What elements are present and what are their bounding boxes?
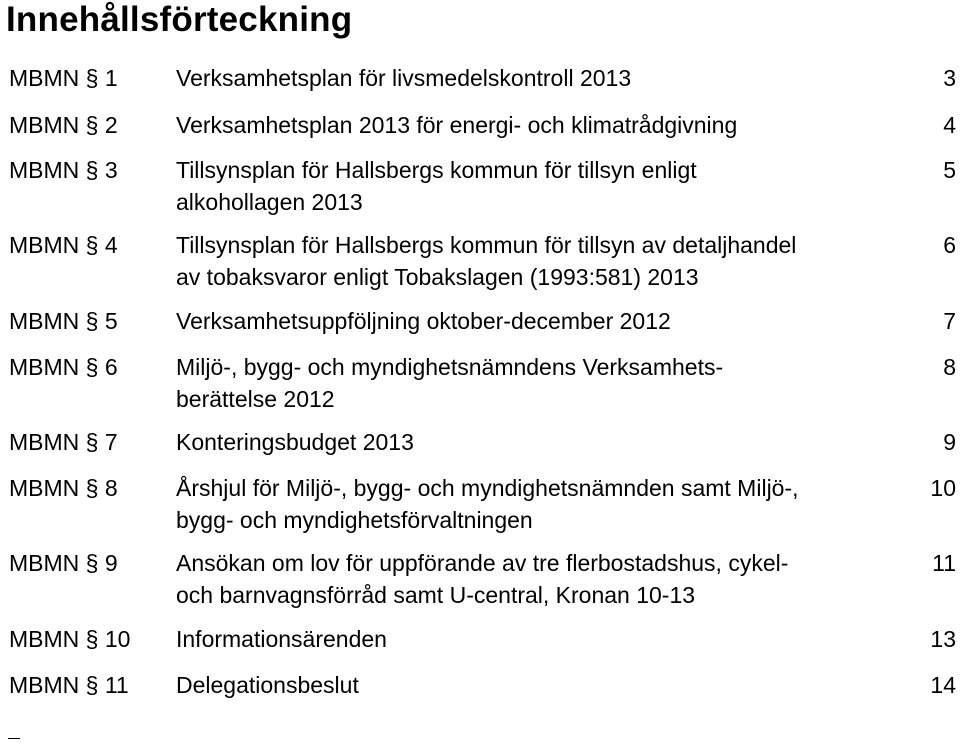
toc-entry-code: MBMN § 7: [9, 429, 118, 455]
toc-entry-text-line: Informationsärenden: [176, 626, 387, 652]
toc-entry-text: [176, 669, 916, 701]
toc-entry-text: [176, 623, 916, 655]
toc-entry-text-line: Tillsynsplan för Hallsbergs kommun för tillsyn av detaljhandel: [176, 232, 797, 258]
toc-entry-text-line: bygg- och myndighetsförvaltningen: [176, 507, 533, 533]
toc-entry-page: 6: [943, 232, 956, 258]
toc-entry-text-line: Verksamhetsuppföljning oktober-december 2012: [176, 308, 671, 334]
toc-entry-text-line: Miljö-, bygg- och myndighetsnämndens Verksamhets-: [176, 354, 724, 380]
toc-entry-page: 5: [943, 157, 956, 183]
toc-entry-text-line: Tillsynsplan för Hallsbergs kommun för tillsyn enligt: [176, 157, 697, 183]
toc-entry-text-line: alkohollagen 2013: [176, 189, 363, 215]
toc-entry-text-line: berättelse 2012: [176, 386, 335, 412]
toc-entry-text: [176, 229, 916, 293]
toc-entry-page: 10: [930, 475, 956, 501]
toc-entry-text: [176, 62, 916, 94]
toc-entry-text-line: Årshjul för Miljö-, bygg- och myndighetsnämnden samt Miljö-,: [176, 475, 799, 501]
toc-entry-page: 4: [943, 112, 956, 138]
toc-entry-text-line: av tobaksvaror enligt Tobakslagen (1993:581) 2013: [176, 264, 699, 290]
toc-entry-page: 8: [943, 354, 956, 380]
toc-entry-code: MBMN § 5: [9, 308, 118, 334]
toc-entry-text: [176, 109, 916, 141]
toc-entry-page: 11: [932, 550, 956, 576]
page-title: Innehållsförteckning: [6, 0, 353, 39]
toc-entry-code: MBMN § 4: [9, 232, 118, 258]
toc-entry-page: 9: [943, 429, 956, 455]
toc-entry-text-line: Konteringsbudget 2013: [176, 429, 414, 455]
toc-entry-text-line: och barnvagnsförråd samt U-central, Kronan 10-13: [176, 582, 696, 608]
toc-entry-page: 14: [930, 672, 956, 698]
toc-entry-page: 3: [943, 65, 956, 91]
footer-rule: [8, 738, 20, 739]
toc-entry-text-line: Ansökan om lov för uppförande av tre flerbostadshus, cykel-: [176, 550, 789, 576]
toc-entry-text: [176, 547, 916, 611]
toc-entry-text: [176, 426, 916, 458]
toc-entry-code: MBMN § 8: [9, 475, 118, 501]
toc-entry-code: MBMN § 11: [9, 672, 129, 698]
toc-entry-text-line: Delegationsbeslut: [176, 672, 359, 698]
toc-entry-code: MBMN § 10: [9, 626, 131, 652]
toc-entry-page: 7: [943, 308, 956, 334]
toc-entry-text-line: Verksamhetsplan för livsmedelskontroll 2013: [176, 65, 632, 91]
toc-entry-page: 13: [930, 626, 956, 652]
toc-entry-code: MBMN § 3: [9, 157, 118, 183]
toc-entry-code: MBMN § 6: [9, 354, 118, 380]
toc-entry-text: [176, 305, 916, 337]
toc-entry-text: [176, 351, 916, 415]
toc-entry-code: MBMN § 9: [9, 550, 118, 576]
toc-entry-text: [176, 154, 916, 218]
toc-entry-text-line: Verksamhetsplan 2013 för energi- och klimatrådgivning: [176, 112, 738, 138]
toc-entry-text: [176, 472, 916, 536]
toc-entry-code: MBMN § 1: [9, 65, 118, 91]
toc-entry-code: MBMN § 2: [9, 112, 118, 138]
